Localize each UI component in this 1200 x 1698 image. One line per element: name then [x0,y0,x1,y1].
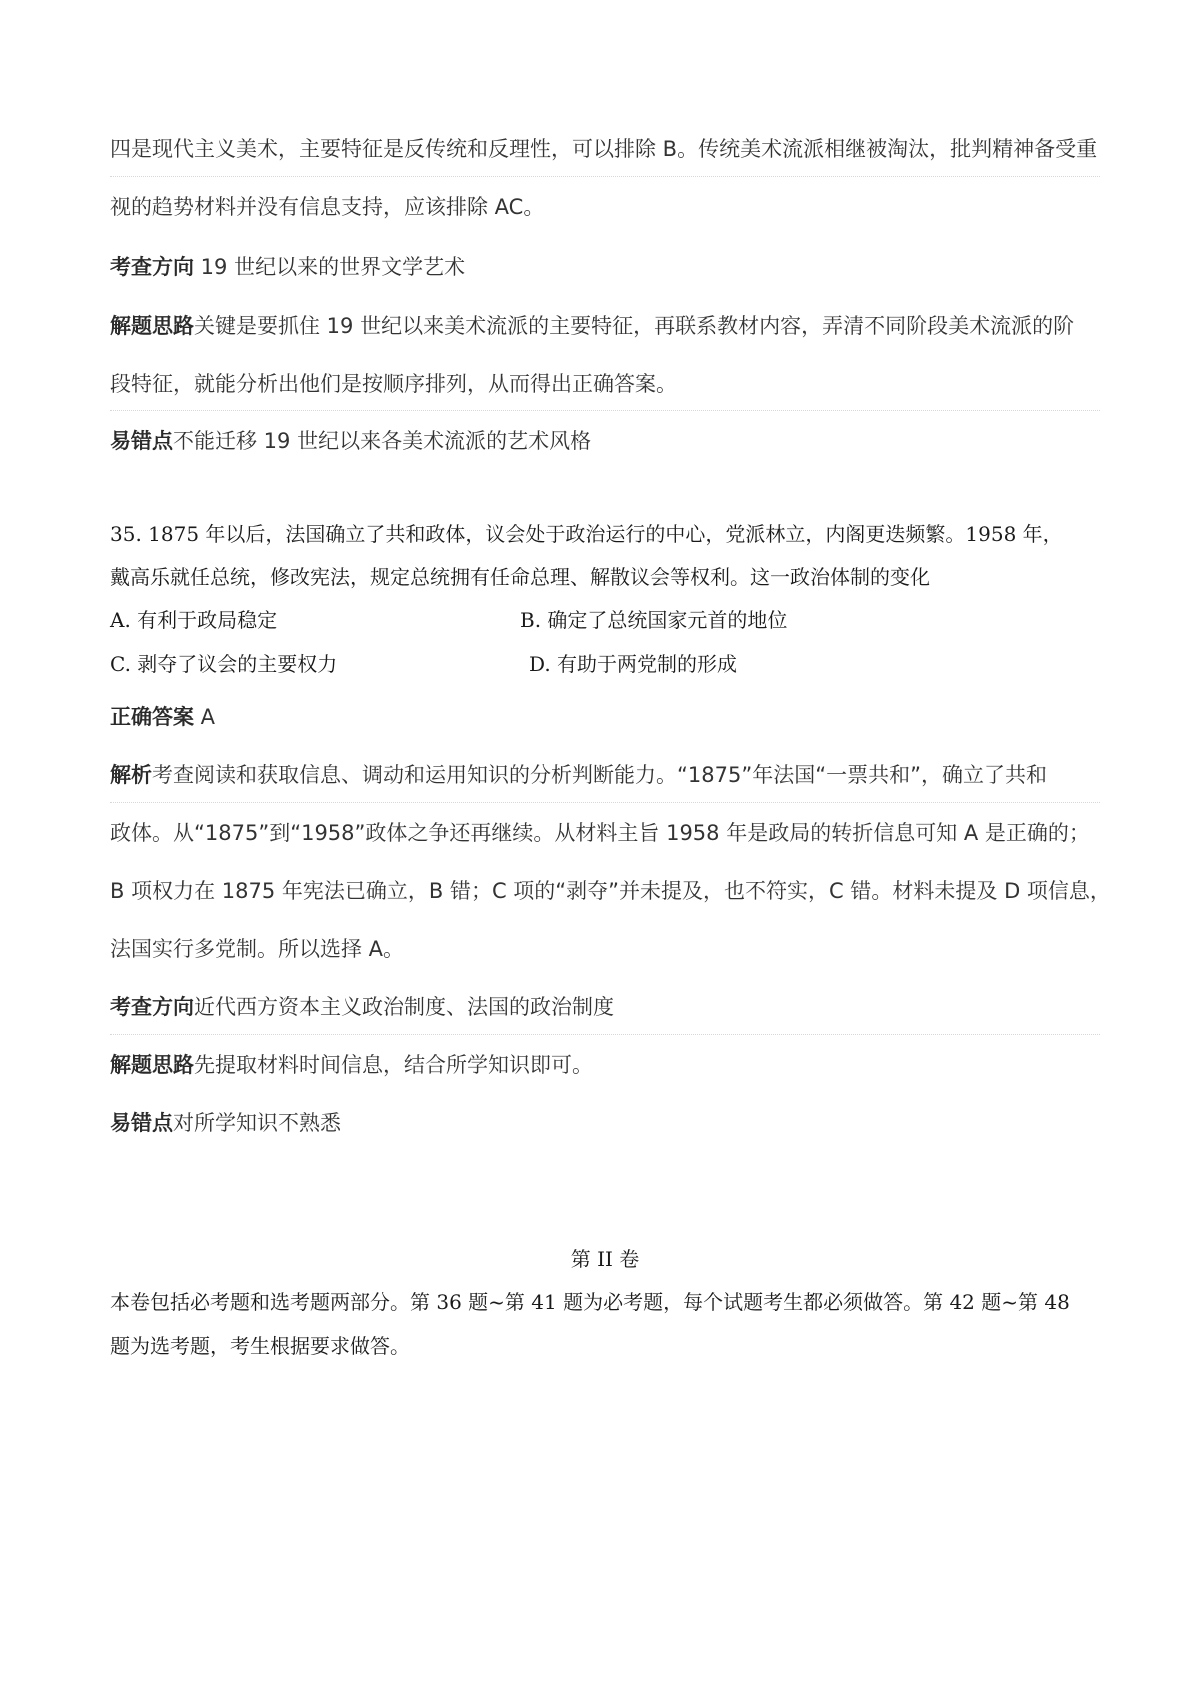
idea-text: 关键是要抓住 19 世纪以来美术流派的主要特征，再联系教材内容，弄清不同阶段美术流派的阶 [194,314,1075,338]
idea-label: 解题思路 [110,314,194,338]
prev-error-point [110,426,591,456]
analysis-line-4: 法国实行多党制。所以选择 A。 [110,937,405,961]
prev-idea-line-1 [110,311,1074,341]
dotted-divider [110,176,1100,177]
prev-direction [110,252,465,282]
dotted-divider [110,802,1100,803]
error-label: 易错点 [110,1111,173,1135]
q35-direction [110,992,614,1022]
direction-text: 19 世纪以来的世界文学艺术 [194,255,466,279]
option-d: D. 有助于两党制的形成 [529,652,738,676]
analysis-text: 考查阅读和获取信息、调动和运用知识的分析判断能力。“1875”年法国“一票共和”，确立了共和 [152,763,1047,787]
q35-stem-line-1: 35. 1875 年以后，法国确立了共和政体，议会处于政治运行的中心，党派林立，内阁更迭频繁。1958 年， [110,522,1063,546]
error-label: 易错点 [110,429,173,453]
direction-label: 考查方向 [110,255,194,279]
direction-label: 考查方向 [110,995,194,1019]
prev-analysis-line-1: 四是现代主义美术，主要特征是反传统和反理性，可以排除 B。传统美术流派相继被淘汰，批判精神备受重 [110,137,1098,161]
analysis-label: 解析 [110,763,152,787]
option-a: A. 有利于政局稳定 [110,608,278,632]
direction-text: 近代西方资本主义政治制度、法国的政治制度 [194,995,614,1019]
error-text: 对所学知识不熟悉 [173,1111,341,1135]
option-c: C. 剥夺了议会的主要权力 [110,652,338,676]
document-page [110,0,1111,1698]
prev-idea-line-2: 段特征，就能分析出他们是按顺序排列，从而得出正确答案。 [110,372,677,396]
q35-idea [110,1050,593,1080]
error-text: 不能迁移 19 世纪以来各美术流派的艺术风格 [173,429,592,453]
part2-intro-line-1: 本卷包括必考题和选考题两部分。第 36 题~第 41 题为必考题，每个试题考生都必须做答。第 42 题~第 48 [110,1290,1070,1314]
correct-answer [110,702,215,732]
analysis-line-2: 政体。从“1875”到“1958”政体之争还再继续。从材料主旨 1958 年是政局的转折信息可知 A 是正确的； [110,821,1090,845]
q35-error-point [110,1108,341,1138]
prev-analysis-line-2: 视的趋势材料并没有信息支持，应该排除 AC。 [110,195,545,219]
idea-label: 解题思路 [110,1053,194,1077]
answer-value: A [194,705,216,729]
analysis-line-3: B 项权力在 1875 年宪法已确立，B 错；C 项的“剥夺”并未提及，也不符实，C 错。材料未提及 D 项信息， [110,879,1111,903]
option-b: B. 确定了总统国家元首的地位 [520,608,788,632]
answer-label: 正确答案 [110,705,194,729]
dotted-divider [110,410,1100,411]
q35-stem-line-2: 戴高乐就任总统，修改宪法，规定总统拥有任命总理、解散议会等权利。这一政治体制的变化 [110,565,930,589]
analysis-line-1 [110,760,1047,790]
idea-text: 先提取材料时间信息，结合所学知识即可。 [194,1053,593,1077]
part2-title: 第 II 卷 [570,1247,640,1271]
dotted-divider [110,1034,1100,1035]
part2-intro-line-2: 题为选考题，考生根据要求做答。 [110,1334,410,1358]
